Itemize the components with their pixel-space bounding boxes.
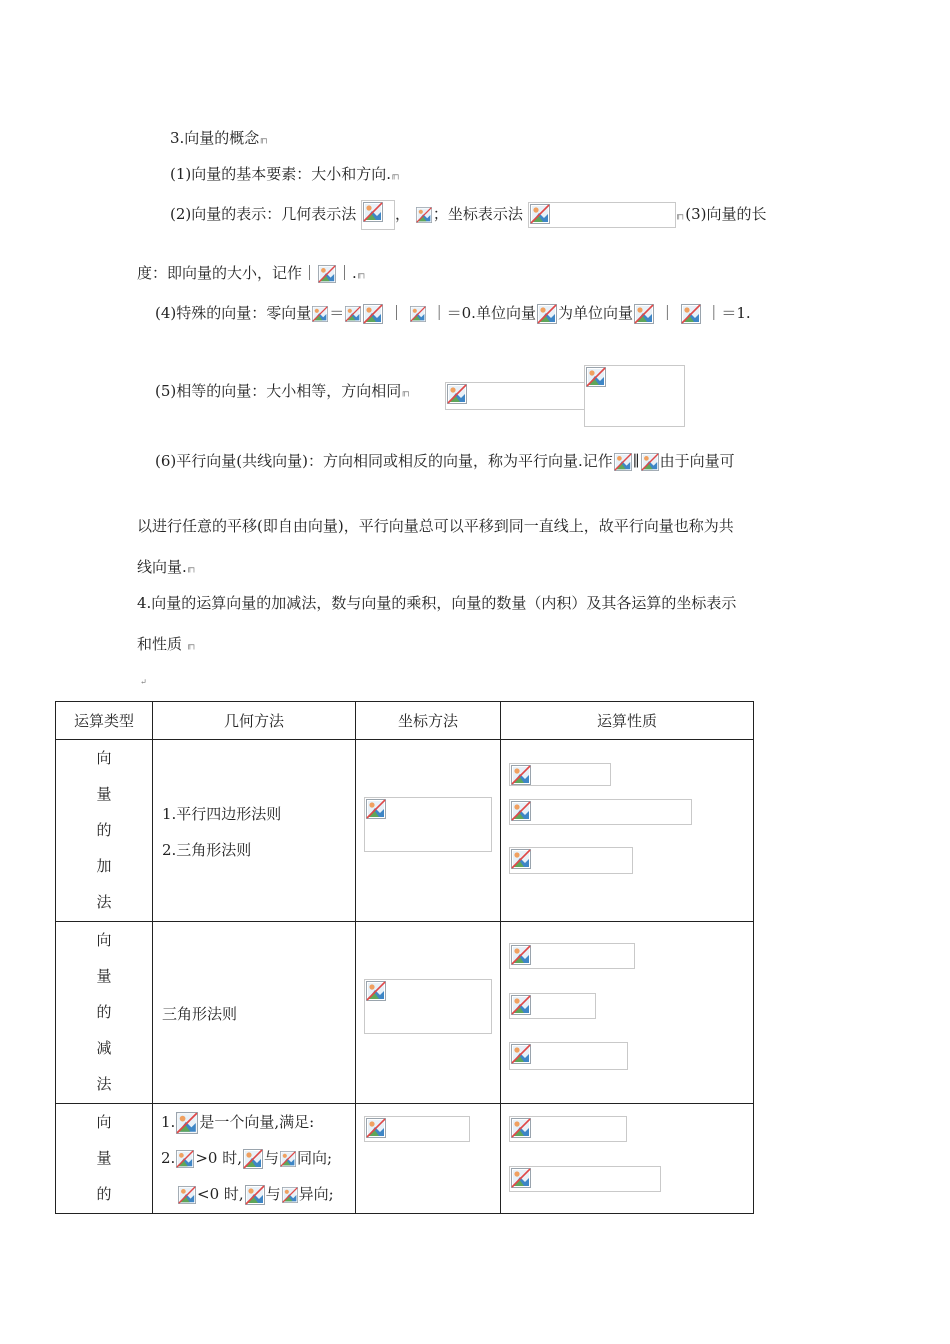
geo-line: 1.平行四边形法则	[162, 805, 282, 823]
vector-ab-image	[361, 200, 395, 230]
item-1-text: (1)向量的基本要素：大小和方向.	[170, 165, 392, 183]
item-3-text-c: ｜.	[337, 264, 357, 282]
geo-line	[161, 1104, 334, 1140]
type-char: 向	[96, 1113, 112, 1131]
geo-line: 三角形法则	[162, 1005, 238, 1023]
broken-image-icon	[511, 1044, 531, 1064]
broken-image-icon	[614, 453, 632, 471]
type-char: 量	[96, 785, 112, 803]
item-5-text: (5)相等的向量：大小相等，方向相同	[155, 382, 402, 400]
geo-line	[161, 1176, 334, 1212]
paragraph-mark-icon: ╓┐	[356, 269, 367, 279]
item-2-sep: ，	[395, 205, 411, 223]
broken-image-icon	[511, 801, 531, 821]
geometric-cell	[153, 922, 356, 1104]
broken-image-icon	[511, 1118, 531, 1138]
item-4-eq: ＝	[329, 304, 345, 322]
item-5	[155, 380, 411, 401]
properties-cell	[501, 740, 754, 922]
broken-image-icon	[345, 306, 361, 322]
section-4-text-2: 和性质	[137, 635, 183, 653]
paragraph-mark-icon: ╓┐	[675, 210, 686, 220]
geo-line	[161, 1140, 334, 1176]
property-formula-image	[509, 847, 633, 874]
broken-image-icon	[511, 995, 531, 1015]
item-6-text-a: (6)平行向量(共线向量)：方向相同或相反的向量，称为平行向量.记作	[155, 452, 613, 470]
item-4-text-a: (4)特殊的向量：零向量	[155, 304, 312, 322]
section-4-line-2	[137, 633, 196, 654]
paragraph-mark-icon: ╓┐	[186, 563, 197, 573]
coordinate-cell	[356, 1104, 501, 1214]
broken-image-icon	[366, 1118, 386, 1138]
broken-image-icon	[511, 945, 531, 965]
property-formula-image	[509, 993, 596, 1019]
item-4-one: ｜＝1.	[706, 304, 751, 322]
type-char: 的	[96, 1003, 112, 1021]
coordinate-formula-image	[364, 979, 492, 1034]
equal-vectors-image	[445, 382, 587, 410]
broken-image-icon	[245, 1185, 265, 1205]
properties-cell	[501, 922, 754, 1104]
header-geometric: 几何方法	[153, 702, 356, 740]
type-char: 向	[96, 749, 112, 767]
section-4-text-1: 4.向量的运算向量的加减法，数与向量的乘积，向量的数量（内积）及其各运算的坐标表示	[137, 594, 737, 612]
type-char: 减	[96, 1039, 112, 1057]
coordinate-formula-image	[364, 797, 492, 852]
operations-table	[55, 701, 754, 1214]
property-formula-image	[509, 799, 692, 825]
paragraph-mark-icon: ↵	[140, 677, 147, 687]
header-coordinate: 坐标方法	[356, 702, 501, 740]
property-formula-image	[509, 943, 635, 969]
geometric-cell	[153, 1104, 356, 1214]
item-3-text-b: 度：即向量的大小，记作｜	[137, 264, 318, 282]
item-2	[170, 200, 767, 230]
section-4-line-1	[137, 592, 736, 613]
broken-image-icon	[318, 265, 336, 283]
item-2-text-a: (2)向量的表示：几何表示法	[170, 205, 357, 223]
broken-image-icon	[312, 306, 328, 322]
broken-image-icon	[416, 207, 432, 223]
broken-image-icon	[511, 765, 531, 785]
item-4-bar2: ｜	[659, 304, 675, 322]
item-2-text-b: ；坐标表示法	[432, 205, 523, 223]
item-6-line-3	[137, 556, 196, 577]
geo-text: >0 时,	[195, 1149, 242, 1167]
property-formula-image	[509, 763, 611, 786]
coordinate-formula-image	[364, 1116, 470, 1142]
type-char: 量	[96, 1149, 112, 1167]
paragraph-mark-icon: ╓┐	[401, 387, 411, 397]
broken-image-icon	[511, 1168, 531, 1188]
section-3-heading-text: 3.向量的概念	[170, 129, 260, 147]
geo-text: 与	[265, 1185, 281, 1203]
broken-image-icon	[363, 304, 383, 324]
paragraph-mark-icon: ╓┐	[186, 640, 197, 650]
geo-text: 1.	[161, 1113, 176, 1131]
paragraph-mark-icon: ╓┐	[391, 170, 401, 180]
type-char: 加	[96, 857, 112, 875]
broken-image-icon	[178, 1186, 196, 1204]
item-4-bar1: ｜	[389, 304, 405, 322]
type-char: 的	[96, 1185, 112, 1203]
item-4-unit: 单位向量	[475, 304, 536, 322]
broken-image-icon	[280, 1151, 296, 1167]
broken-image-icon	[681, 304, 701, 324]
item-6-parallel: ∥	[632, 452, 640, 470]
type-cell	[56, 1104, 153, 1214]
geo-text: 与	[263, 1149, 279, 1167]
property-formula-image	[509, 1166, 661, 1192]
table-row	[56, 740, 754, 922]
type-char: 量	[96, 967, 112, 985]
geo-text: 同向;	[296, 1149, 333, 1167]
table-row	[56, 922, 754, 1104]
geo-line: 2.三角形法则	[162, 841, 252, 859]
broken-image-icon	[243, 1149, 263, 1169]
header-type: 运算类型	[56, 702, 153, 740]
item-6-text-c: 以进行任意的平移(即自由向量)，平行向量总可以平移到同一直线上，故平行向量也称为共	[137, 517, 734, 535]
table-header-row	[56, 702, 754, 740]
type-cell	[56, 922, 153, 1104]
geo-text: 是一个向量,满足:	[199, 1113, 315, 1131]
geo-text: 2.	[161, 1149, 176, 1167]
broken-image-icon	[447, 384, 467, 404]
table-row	[56, 1104, 754, 1214]
type-cell	[56, 740, 153, 922]
coordinate-cell	[356, 740, 501, 922]
broken-image-icon	[410, 306, 426, 322]
properties-cell	[501, 1104, 754, 1214]
property-formula-image	[509, 1042, 628, 1070]
broken-image-icon	[537, 304, 557, 324]
item-1	[170, 163, 401, 184]
coordinate-cell	[356, 922, 501, 1104]
item-6-line-2	[137, 515, 734, 536]
geometric-cell	[153, 740, 356, 922]
item-6	[155, 450, 735, 471]
equal-vectors-figure	[584, 365, 685, 427]
type-char: 的	[96, 821, 112, 839]
geo-text: 异向;	[298, 1185, 334, 1203]
section-3-heading	[170, 127, 269, 148]
broken-image-icon	[176, 1112, 198, 1134]
broken-image-icon	[363, 202, 383, 222]
broken-image-icon	[511, 849, 531, 869]
item-4-unit2: 为单位向量	[557, 304, 633, 322]
type-char: 法	[96, 893, 112, 911]
item-3-text-a: (3)向量的长	[685, 205, 767, 223]
item-3	[137, 262, 366, 283]
broken-image-icon	[586, 367, 606, 387]
coordinate-image	[528, 202, 676, 228]
broken-image-icon	[176, 1150, 194, 1168]
type-char: 向	[96, 931, 112, 949]
property-formula-image	[509, 1116, 627, 1142]
paragraph-mark-icon: ╓┐	[259, 134, 269, 144]
broken-image-icon	[282, 1187, 298, 1203]
item-6-text-d: 线向量.	[137, 558, 187, 576]
item-6-text-b: 由于向量可	[659, 452, 735, 470]
broken-image-icon	[634, 304, 654, 324]
header-properties: 运算性质	[501, 702, 754, 740]
broken-image-icon	[366, 981, 386, 1001]
item-4	[155, 302, 751, 324]
broken-image-icon	[641, 453, 659, 471]
broken-image-icon	[530, 204, 550, 224]
item-4-zero: ｜＝0.	[431, 304, 476, 322]
broken-image-icon	[366, 799, 386, 819]
type-char: 法	[96, 1075, 112, 1093]
geo-text: <0 时,	[197, 1185, 244, 1203]
